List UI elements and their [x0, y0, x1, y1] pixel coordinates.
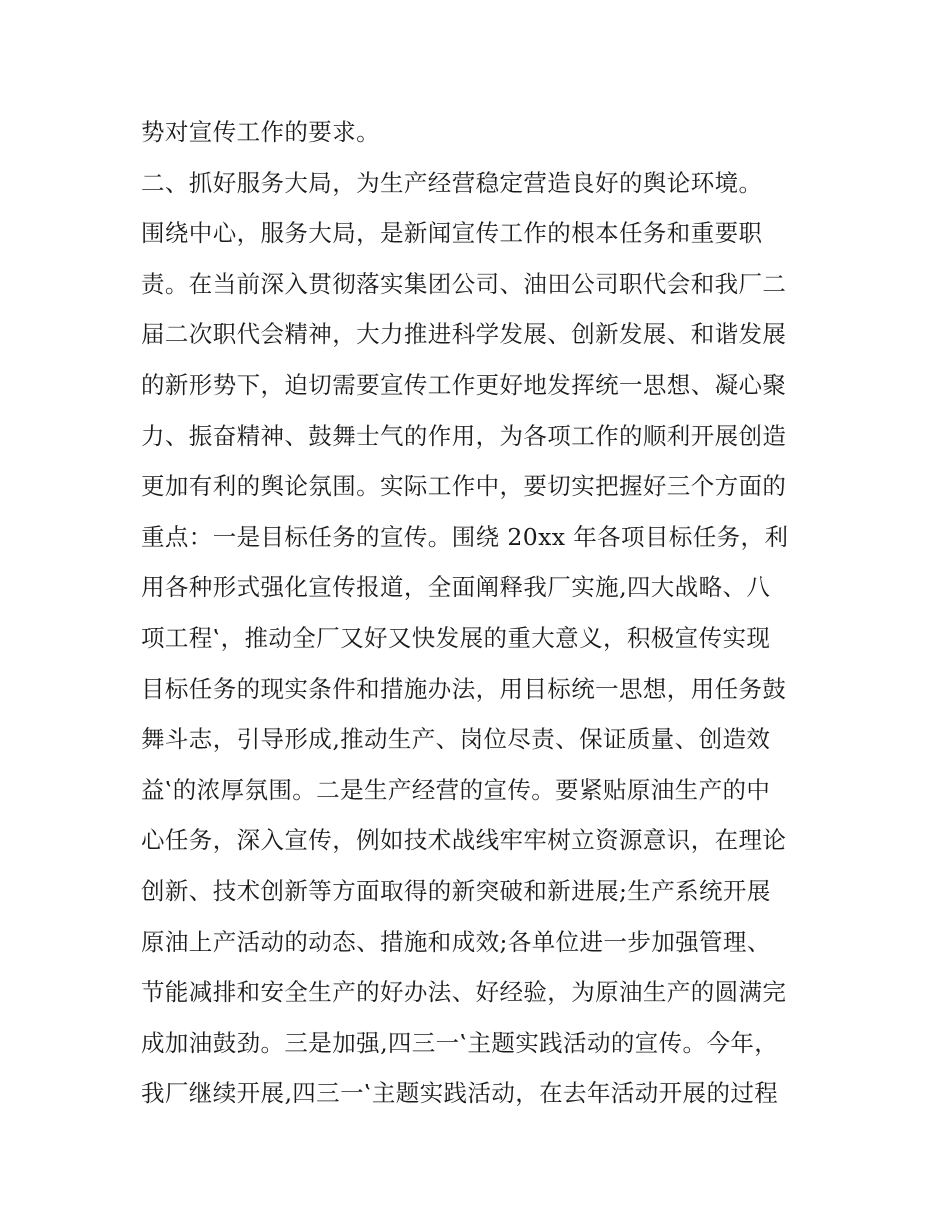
text-line: 舞斗志，引导形成‚推动生产、岗位尽责、保证质量、创造效: [141, 725, 771, 754]
text-line: 原油上产活动的动态、措施和成效;各单位进一步加强管理、: [141, 927, 771, 956]
text-line: 目标任务的现实条件和措施办法，用目标统一思想，用任务鼓: [141, 674, 787, 703]
text-line: 的新形势下，迫切需要宣传工作更好地发挥统一思想、凝心聚: [141, 370, 787, 399]
text-line: 势对宣传工作的要求。: [141, 118, 380, 146]
text-line: 力、振奋精神、鼓舞士气的作用，为各项工作的顺利开展创造: [141, 421, 787, 450]
text-line: 重点：一是目标任务的宣传。围绕 20xx 年各项目标任务，利: [141, 522, 789, 551]
text-line: 更加有利的舆论氛围。实际工作中，要切实把握好三个方面的: [141, 472, 787, 501]
text-line: 我厂继续开展‚四三一‛主题实践活动，在去年活动开展的过程: [141, 1079, 779, 1108]
text-line: 责。在当前深入贯彻落实集团公司、油田公司职代会和我厂二: [141, 269, 787, 298]
section-heading: 二、抓好服务大局，为生产经营稳定营造良好的舆论环境。: [141, 168, 763, 197]
text-line: 项工程‛，推动全厂又好又快发展的重大意义，积极宣传实现: [141, 623, 771, 652]
text-line: 届二次职代会精神，大力推进科学发展、创新发展、和谐发展: [141, 320, 787, 349]
text-line: 用各种形式强化宣传报道，全面阐释我厂实施‚四大战略、八: [141, 573, 771, 602]
text-line: 心任务，深入宣传，例如技术战线牢牢树立资源意识，在理论: [141, 826, 787, 855]
body-text: [141, 107, 831, 1119]
text-line: 创新、技术创新等方面取得的新突破和新进展;生产系统开展: [141, 876, 771, 905]
text-line: 成加油鼓劲。三是加强‚四三一‛主题实践活动的宣传。今年，: [141, 1028, 779, 1057]
text-line: 节能减排和安全生产的好办法、好经验，为原油生产的圆满完: [141, 978, 787, 1007]
text-line: 围绕中心，服务大局，是新闻宣传工作的根本任务和重要职: [141, 219, 763, 248]
text-line: 益‛的浓厚氛围。二是生产经营的宣传。要紧贴原油生产的中: [141, 775, 771, 804]
